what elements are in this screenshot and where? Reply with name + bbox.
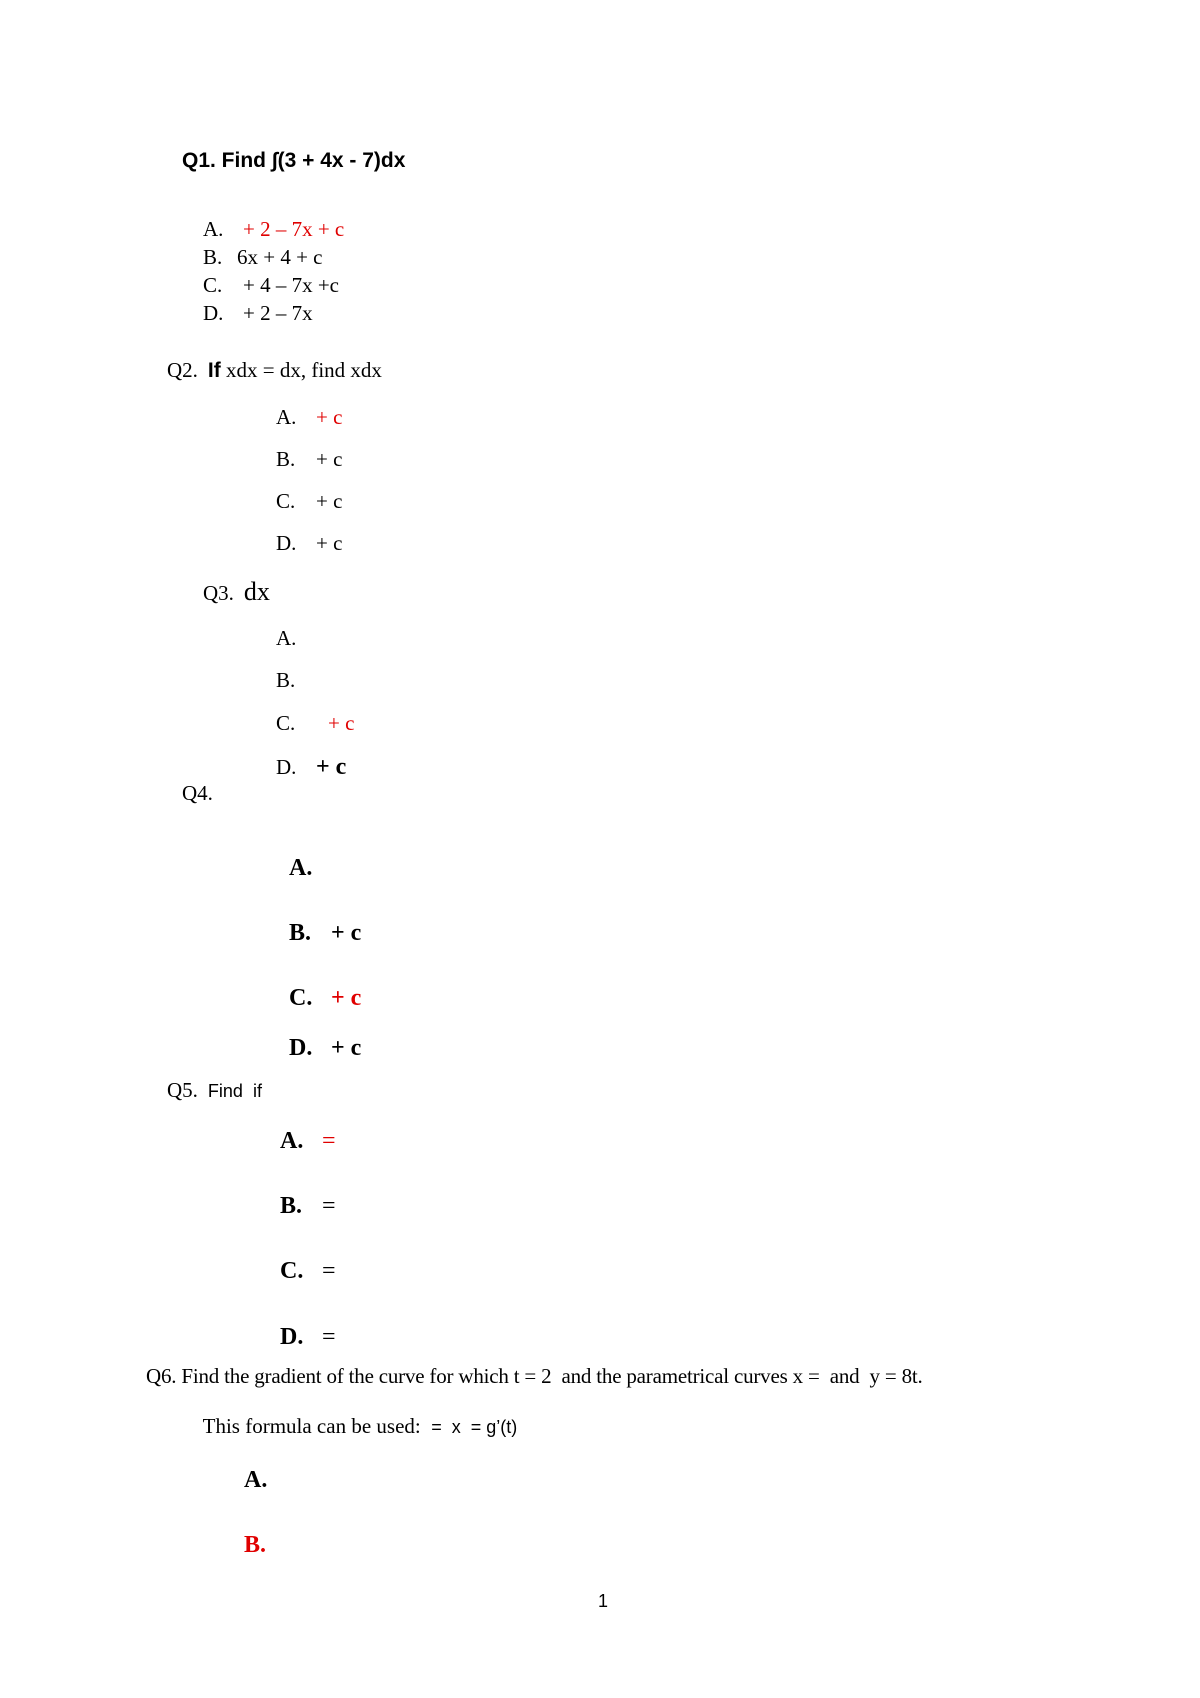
q5-option-c: [256, 1235, 336, 1307]
option-label: A.: [276, 626, 297, 650]
option-text: + c: [331, 1035, 362, 1061]
q4-option-a: [265, 832, 312, 904]
q2-prompt-rest: xdx = dx, find xdx: [226, 358, 382, 382]
option-label: B.: [203, 245, 223, 269]
option-text: + c: [316, 754, 347, 780]
option-text: + 4 – 7x +c: [243, 273, 340, 297]
q5-number: Q5.: [167, 1078, 198, 1102]
option-label: B.: [280, 1193, 303, 1219]
q4-option-b: [265, 897, 361, 969]
option-label: B.: [244, 1532, 267, 1558]
q5-option-b: [256, 1170, 336, 1242]
q5-option-a: [256, 1105, 336, 1177]
option-label: D.: [203, 301, 224, 325]
option-text: + c: [331, 920, 362, 946]
option-text: =: [322, 1258, 336, 1284]
option-label: B.: [289, 920, 312, 946]
option-label: D.: [280, 1324, 304, 1350]
q6-option-a: [220, 1444, 267, 1516]
q3-number: Q3.: [203, 581, 234, 605]
page-number: 1: [598, 1591, 609, 1611]
option-text: + 2 – 7x + c: [243, 217, 345, 241]
option-text: =: [322, 1324, 336, 1350]
q6-prompt: Q6. Find the gradient of the curve for which t = 2 and the parametrical curves x = and y = 8t.: [146, 1364, 923, 1388]
q5-prompt: Find if: [207, 1081, 262, 1101]
q4-number: Q4.: [182, 781, 213, 805]
option-text: + c: [316, 447, 343, 471]
option-text: + c: [316, 531, 343, 555]
q1-option-d: [182, 282, 313, 345]
option-label: B.: [276, 447, 296, 471]
option-label: A.: [276, 405, 297, 429]
option-label: B.: [276, 668, 296, 692]
option-text: + c: [316, 489, 343, 513]
q4-option-d: [265, 1012, 361, 1084]
option-label: D.: [276, 531, 297, 555]
option-label: C.: [276, 489, 296, 513]
q3-option-d: [255, 734, 346, 800]
option-label: C.: [280, 1258, 304, 1284]
q5-option-d: [256, 1301, 336, 1373]
q5-prompt-line: [146, 1059, 262, 1122]
option-label: C.: [276, 711, 296, 735]
option-text: =: [322, 1128, 336, 1154]
option-label: D.: [276, 755, 297, 779]
option-text: + 2 – 7x: [243, 301, 313, 325]
option-label: A.: [289, 855, 313, 881]
option-text: + c: [316, 405, 343, 429]
q3-prompt: dx: [243, 577, 270, 606]
option-label: C.: [289, 985, 313, 1011]
q6-formula: = x = g’(t): [431, 1417, 518, 1437]
q6-option-b: [220, 1509, 266, 1581]
option-label: A.: [244, 1467, 268, 1493]
option-label: A.: [280, 1128, 304, 1154]
option-text: + c: [331, 985, 362, 1011]
option-text: + c: [328, 711, 355, 735]
option-label: A.: [203, 217, 224, 241]
option-text: 6x + 4 + c: [237, 245, 323, 269]
q2-number: Q2.: [167, 358, 198, 382]
q1-prompt: Q1. Find ∫(3 + 4x - 7)dx: [182, 149, 406, 172]
option-label: D.: [289, 1035, 313, 1061]
option-label: C.: [203, 273, 223, 297]
option-text: =: [322, 1193, 336, 1219]
q2-if: If: [207, 359, 221, 382]
q6-formula-intro: This formula can be used:: [202, 1414, 421, 1438]
